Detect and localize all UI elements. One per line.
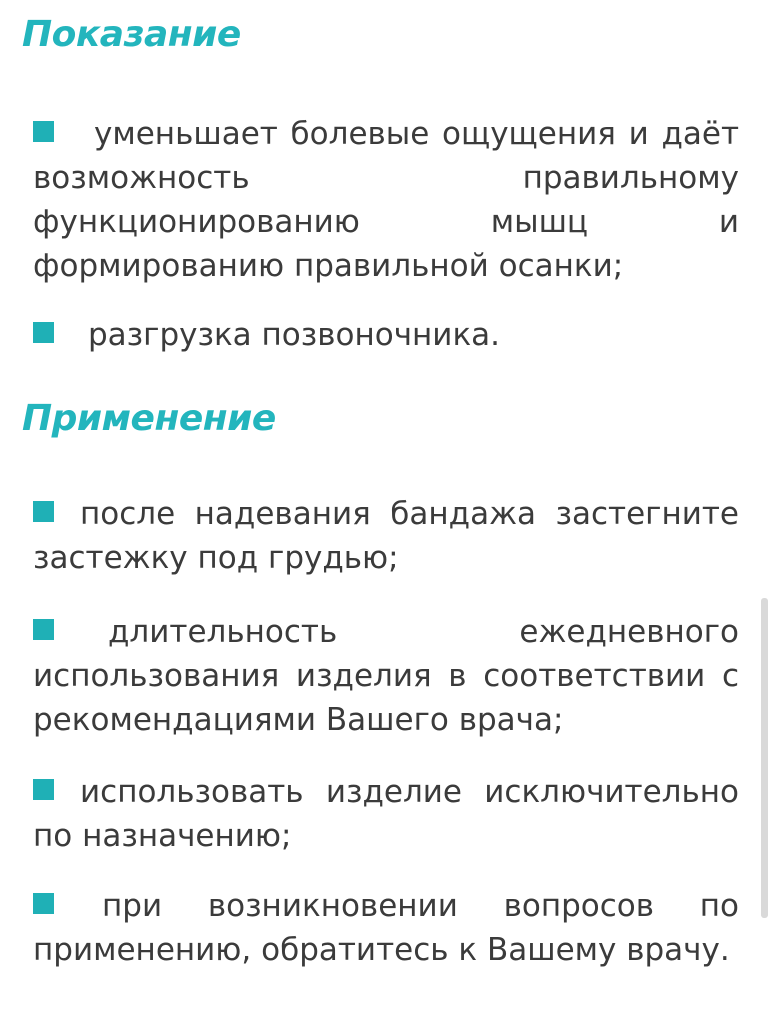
vertical-scrollbar[interactable] — [761, 598, 768, 918]
list-item-text: разгрузка позвоночника. — [88, 317, 501, 353]
list-item — [33, 112, 739, 288]
square-bullet-icon — [33, 619, 54, 640]
square-bullet-icon — [33, 121, 54, 142]
list-item-text: при возникновении вопросов по применению, обратитесь к Вашему врачу. — [33, 888, 739, 968]
section-title-indication: Показание — [22, 14, 241, 55]
list-item — [33, 610, 739, 742]
list-item — [33, 884, 739, 972]
list-item-text: уменьшает болевые ощущения и даёт возможность правильному функционированию мышц и формированию правильной осанки; — [33, 116, 739, 284]
list-item — [33, 770, 739, 858]
list-item-text: использовать изделие исключительно по назначению; — [33, 774, 739, 854]
list-item — [33, 492, 739, 580]
square-bullet-icon — [33, 501, 54, 522]
square-bullet-icon — [33, 322, 54, 343]
list-item — [33, 313, 739, 357]
square-bullet-icon — [33, 893, 54, 914]
section-title-usage: Применение — [22, 398, 276, 439]
square-bullet-icon — [33, 779, 54, 800]
list-item-text: длительность ежедневного использования изделия в соответствии с рекомендациями Вашего врача; — [33, 614, 739, 738]
list-item-text: после надевания бандажа застегните застежку под грудью; — [33, 496, 739, 576]
